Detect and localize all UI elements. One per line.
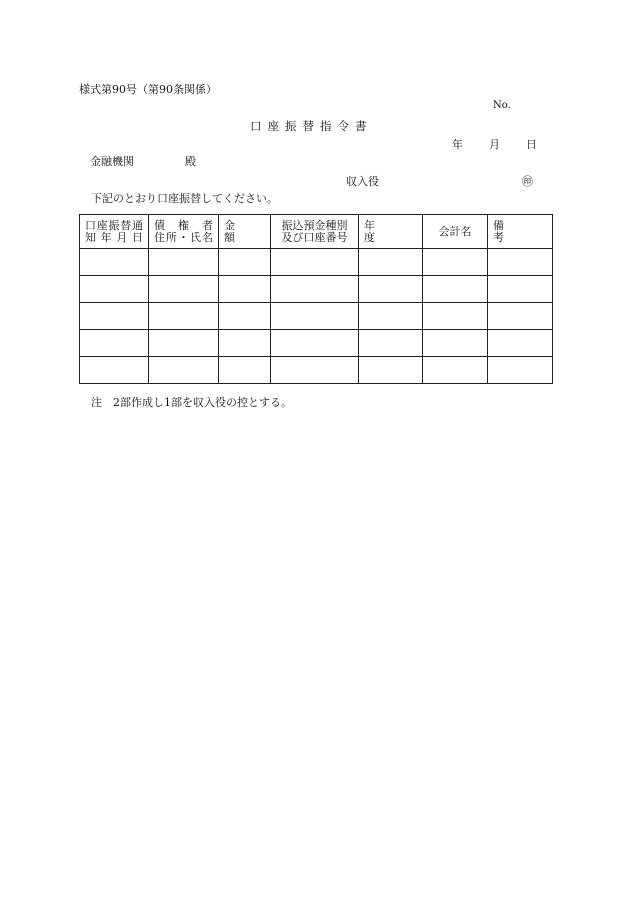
bank-label: 金融機関	[90, 155, 134, 168]
table-cell	[359, 303, 423, 330]
table-cell	[271, 357, 359, 384]
table-cell	[359, 330, 423, 357]
table-cell	[80, 276, 149, 303]
table-cell	[219, 303, 271, 330]
table-cell	[423, 276, 488, 303]
table-row	[80, 330, 553, 357]
table-cell	[80, 249, 149, 276]
col-header-notice-date: 口座振替通 知 年 月 日	[80, 215, 149, 249]
honorific-label: 殿	[185, 155, 196, 168]
table-cell	[80, 303, 149, 330]
table-cell	[80, 330, 149, 357]
date-line	[452, 139, 537, 150]
payer-label: 収入役	[346, 175, 379, 188]
table-cell	[219, 276, 271, 303]
table-row	[80, 276, 553, 303]
table-cell	[271, 303, 359, 330]
col-header-account-name: 会計名	[423, 215, 488, 249]
date-day-label: 日	[526, 138, 537, 151]
document-title: 口座振替指令書	[250, 119, 373, 133]
instruction-text: 下記のとおり口座振替してください。	[91, 192, 278, 205]
table-cell	[488, 330, 553, 357]
table-row	[80, 249, 553, 276]
table-cell	[423, 357, 488, 384]
col-header-account: 振込預金種別 及び口座番号	[271, 215, 359, 249]
table-cell	[271, 249, 359, 276]
addressee-line	[90, 156, 196, 167]
table-cell	[423, 303, 488, 330]
table-cell	[80, 357, 149, 384]
table-row	[80, 303, 553, 330]
table-cell	[359, 276, 423, 303]
table-cell	[359, 249, 423, 276]
table-cell	[149, 357, 219, 384]
table-cell	[359, 357, 423, 384]
transfer-table	[79, 214, 553, 384]
table-cell	[488, 303, 553, 330]
table-row	[80, 357, 553, 384]
col-header-fiscal-year: 年 度	[359, 215, 423, 249]
table-cell	[423, 249, 488, 276]
table-cell	[488, 249, 553, 276]
table-cell	[219, 249, 271, 276]
seal-mark: ㊞	[522, 175, 533, 188]
table-cell	[271, 330, 359, 357]
table-cell	[219, 330, 271, 357]
col-header-remarks: 備 考	[488, 215, 553, 249]
table-header-row	[80, 215, 553, 249]
date-year-label: 年	[452, 138, 463, 151]
table-cell	[149, 276, 219, 303]
table-cell	[271, 276, 359, 303]
table-cell	[488, 357, 553, 384]
form-number: 様式第90号（第90条関係）	[79, 83, 217, 96]
table-cell	[149, 249, 219, 276]
table-cell	[423, 330, 488, 357]
footnote: 注 2部作成し1部を収入役の控とする。	[91, 396, 292, 409]
table-cell	[149, 303, 219, 330]
document-number-label: No.	[493, 100, 511, 111]
table-cell	[149, 330, 219, 357]
date-month-label: 月	[489, 138, 500, 151]
table-cell	[488, 276, 553, 303]
table-cell	[219, 357, 271, 384]
col-header-creditor: 債 権 者 住所・氏名	[149, 215, 219, 249]
col-header-amount: 金 額	[219, 215, 271, 249]
